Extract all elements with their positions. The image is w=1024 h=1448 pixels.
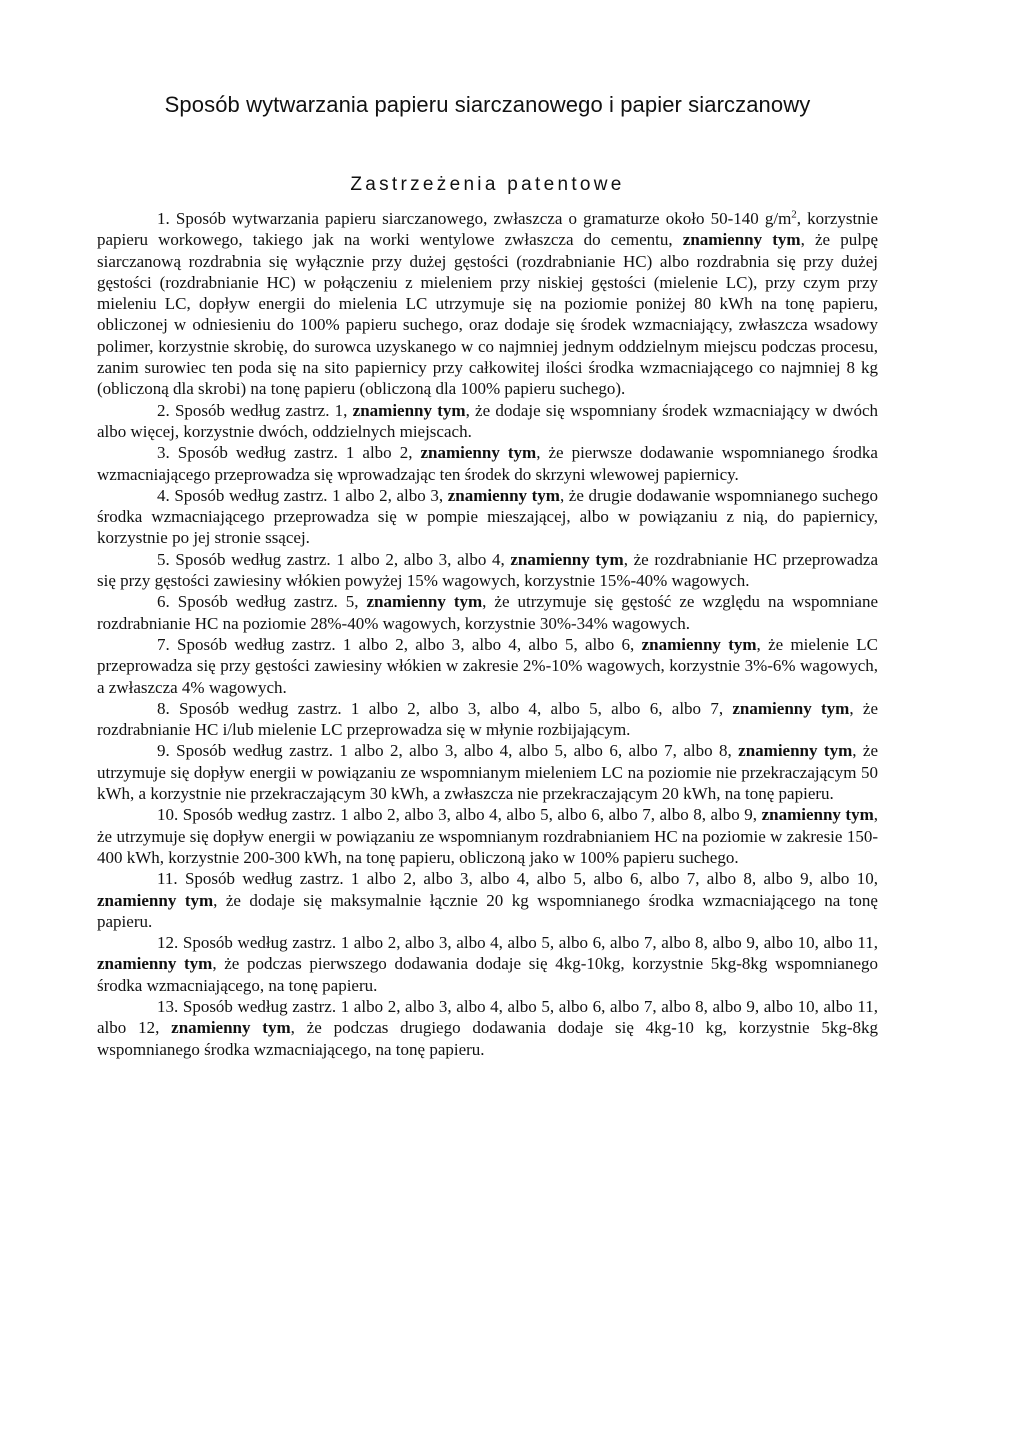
claim-1: [97, 208, 878, 400]
section-title: Zastrzeżenia patentowe: [350, 174, 625, 195]
claim-7: [97, 634, 878, 698]
claim-text: Sposób według zastrz. 1 albo 2, albo 3,: [169, 485, 448, 505]
claim-text: Sposób według zastrz. 1,: [169, 400, 353, 420]
claim-keyword: znamienny tym: [682, 230, 801, 250]
claim-8: [97, 698, 878, 741]
claim-text: Sposób według zastrz. 1 albo 2, albo 3, albo 4, albo 5, albo 6,: [169, 634, 642, 654]
claim-text: , że podczas pierwszego dodawania dodaje się 4kg-10kg, korzystnie 5kg-8kg wspomnianego środka wzmacniającego, na tonę papieru.: [97, 954, 879, 995]
claim-text: , że mielenie LC przeprowadza się przy gęstości zawiesiny włókien w zakresie 2%-10% wagowych, korzystnie 3%-6% wagowych, a zwłaszcza 4% wagowych.: [97, 634, 878, 697]
claim-text: Sposób według zastrz. 1 albo 2, albo 3, albo 4, albo 5, albo 6, albo 7, albo 8, albo 9, albo 10,: [177, 869, 878, 889]
claim-keyword: znamienny tym: [352, 400, 466, 420]
document-title: Sposób wytwarzania papieru siarczanowego i papier siarczanowy: [164, 92, 811, 117]
claim-11: [97, 868, 878, 932]
claim-keyword: znamienny tym: [447, 485, 560, 505]
claim-text: , że rozdrabnianie HC i/lub mielenie LC przeprowadza się w młynie rozbijającym.: [97, 698, 878, 740]
claim-keyword: znamienny tym: [761, 805, 874, 825]
claim-text: , że dodaje się wspomniany środek wzmacniający w dwóch albo więcej, korzystnie dwóch, oddzielnych miejscach.: [97, 400, 878, 441]
claim-12: [97, 932, 878, 996]
claim-6: [97, 591, 878, 634]
claim-text: Sposób wytwarzania papieru siarczanowego, zwłaszcza o gramaturze około 50-140 g/m: [169, 209, 792, 228]
claim-text: Sposób według zastrz. 1 albo 2, albo 3, albo 4, albo 5, albo 6, albo 7, albo 8, albo 9, albo 10, albo 11, albo 12,: [97, 996, 878, 1038]
claim-keyword: znamienny tym: [97, 890, 214, 910]
claim-keyword: znamienny tym: [738, 741, 853, 761]
claim-number: 2.: [157, 400, 170, 420]
claim-text: , że utrzymuje się dopływ energii w powiązaniu ze wspomnianym rozdrabnianiem HC na poziomie w zakresie 150-400 kWh, korzystnie 200-300 kWh, na tonę papieru, obliczoną jako w 100% papieru suchego.: [97, 805, 878, 867]
claim-keyword: znamienny tym: [97, 954, 213, 974]
claim-keyword: znamienny tym: [171, 1018, 291, 1038]
superscript: 2: [791, 208, 797, 221]
claim-text: Sposób według zastrz. 5,: [169, 592, 367, 612]
claim-number: 9.: [157, 741, 170, 761]
claim-keyword: znamienny tym: [366, 592, 483, 612]
claim-4: [97, 485, 878, 549]
claims-list: [97, 208, 878, 1060]
claim-keyword: znamienny tym: [420, 443, 537, 463]
claim-keyword: znamienny tym: [732, 698, 850, 718]
claim-number: 5.: [157, 549, 170, 569]
claim-text: Sposób według zastrz. 1 albo 2, albo 3, albo 4, albo 5, albo 6, albo 7,: [169, 698, 733, 718]
claim-number: 7.: [157, 634, 170, 654]
claim-number: 12.: [157, 933, 179, 953]
claim-text: Sposób według zastrz. 1 albo 2, albo 3, albo 4, albo 5, albo 6, albo 7, albo 8,: [169, 741, 739, 761]
claim-text: , że rozdrabnianie HC przeprowadza się przy gęstości zawiesiny włókien powyżej 15% wagowych, korzystnie 15%-40% wagowych.: [97, 549, 879, 591]
document-page: [97, 92, 878, 1060]
claim-text: , że podczas drugiego dodawania dodaje się 4kg-10 kg, korzystnie 5kg-8kg wspomnianego środka wzmacniającego, na tonę papieru.: [97, 1018, 878, 1059]
claim-number: 13.: [157, 996, 179, 1016]
claim-number: 4.: [157, 485, 170, 505]
claim-keyword: znamienny tym: [641, 634, 757, 654]
claim-text: , że dodaje się maksymalnie łącznie 20 kg wspomnianego środka wzmacniającego na tonę papieru.: [97, 890, 878, 931]
claim-3: [97, 442, 878, 485]
claim-text: , że pulpę siarczanową rozdrabnia się wyłącznie przy dużej gęstości (rozdrabnianie HC) albo rozdrabnia się przy dużej gęstości (rozdrabnianie HC) w połączeniu z mieleniem przy niskiej gęstości (mielenie LC), przy czym przy mieleniu LC, dopływ energii do mielenia LC utrzymuje się na poziomie poniżej 80 kWh na tonę papieru, obliczonej w odniesieniu do 100% papieru suchego, oraz dodaje się środek wzmacniający, zwłaszcza wsadowy polimer, korzystnie skrobię, do surowca uzyskanego w co najmniej jednym oddzielnym miejscu podczas procesu, zanim surowiec ten poda się na sito papiernicy przy całkowitej ilości środka wzmacniającego co najmniej 8 kg (obliczoną dla skrobi) na tonę papieru (obliczoną dla 100% papieru suchego).: [97, 230, 878, 399]
claim-number: 10.: [157, 805, 179, 825]
claim-keyword: znamienny tym: [510, 549, 624, 569]
claim-13: [97, 996, 878, 1060]
claim-10: [97, 804, 878, 868]
claim-9: [97, 740, 878, 804]
claim-number: 8.: [157, 698, 170, 718]
claim-text: Sposób według zastrz. 1 albo 2,: [169, 443, 421, 463]
claim-text: , że pierwsze dodawanie wspomnianego środka wzmacniającego przeprowadza się wprowadzając ten środek do skrzyni wlewowej papiernicy.: [97, 443, 878, 484]
claim-text: , korzystnie papieru workowego, takiego jak na worki wentylowe zwłaszcza do cementu,: [97, 209, 878, 250]
claim-number: 11.: [157, 869, 178, 889]
claim-text: Sposób według zastrz. 1 albo 2, albo 3, albo 4, albo 5, albo 6, albo 7, albo 8, albo 9, albo 10, albo 11,: [178, 933, 878, 953]
claim-2: [97, 400, 878, 443]
claim-text: , że utrzymuje się dopływ energii w powiązaniu ze wspomnianym mieleniem LC na poziomie nie przekraczającym 50 kWh, a korzystnie nie przekraczającym 30 kWh, a zwłaszcza nie przekraczającym 20 kWh, na tonę papieru.: [97, 741, 879, 804]
claim-text: Sposób według zastrz. 1 albo 2, albo 3, albo 4,: [169, 549, 511, 569]
claim-text: , że utrzymuje się gęstość ze względu na wspomniane rozdrabnianie HC na poziomie 28%-40% wagowych, korzystnie 30%-34% wagowych.: [97, 592, 878, 633]
claim-number: 1.: [157, 209, 170, 228]
claim-5: [97, 549, 878, 592]
claim-number: 6.: [157, 592, 170, 612]
claim-text: , że drugie dodawanie wspomnianego suchego środka wzmacniającego przeprowadza się w pompie mieszającej, albo w powiązaniu z nią, do papiernicy, korzystnie po jej stronie ssącej.: [97, 485, 878, 548]
claim-number: 3.: [157, 443, 170, 463]
claim-text: Sposób według zastrz. 1 albo 2, albo 3, albo 4, albo 5, albo 6, albo 7, albo 8, albo 9,: [178, 805, 762, 825]
